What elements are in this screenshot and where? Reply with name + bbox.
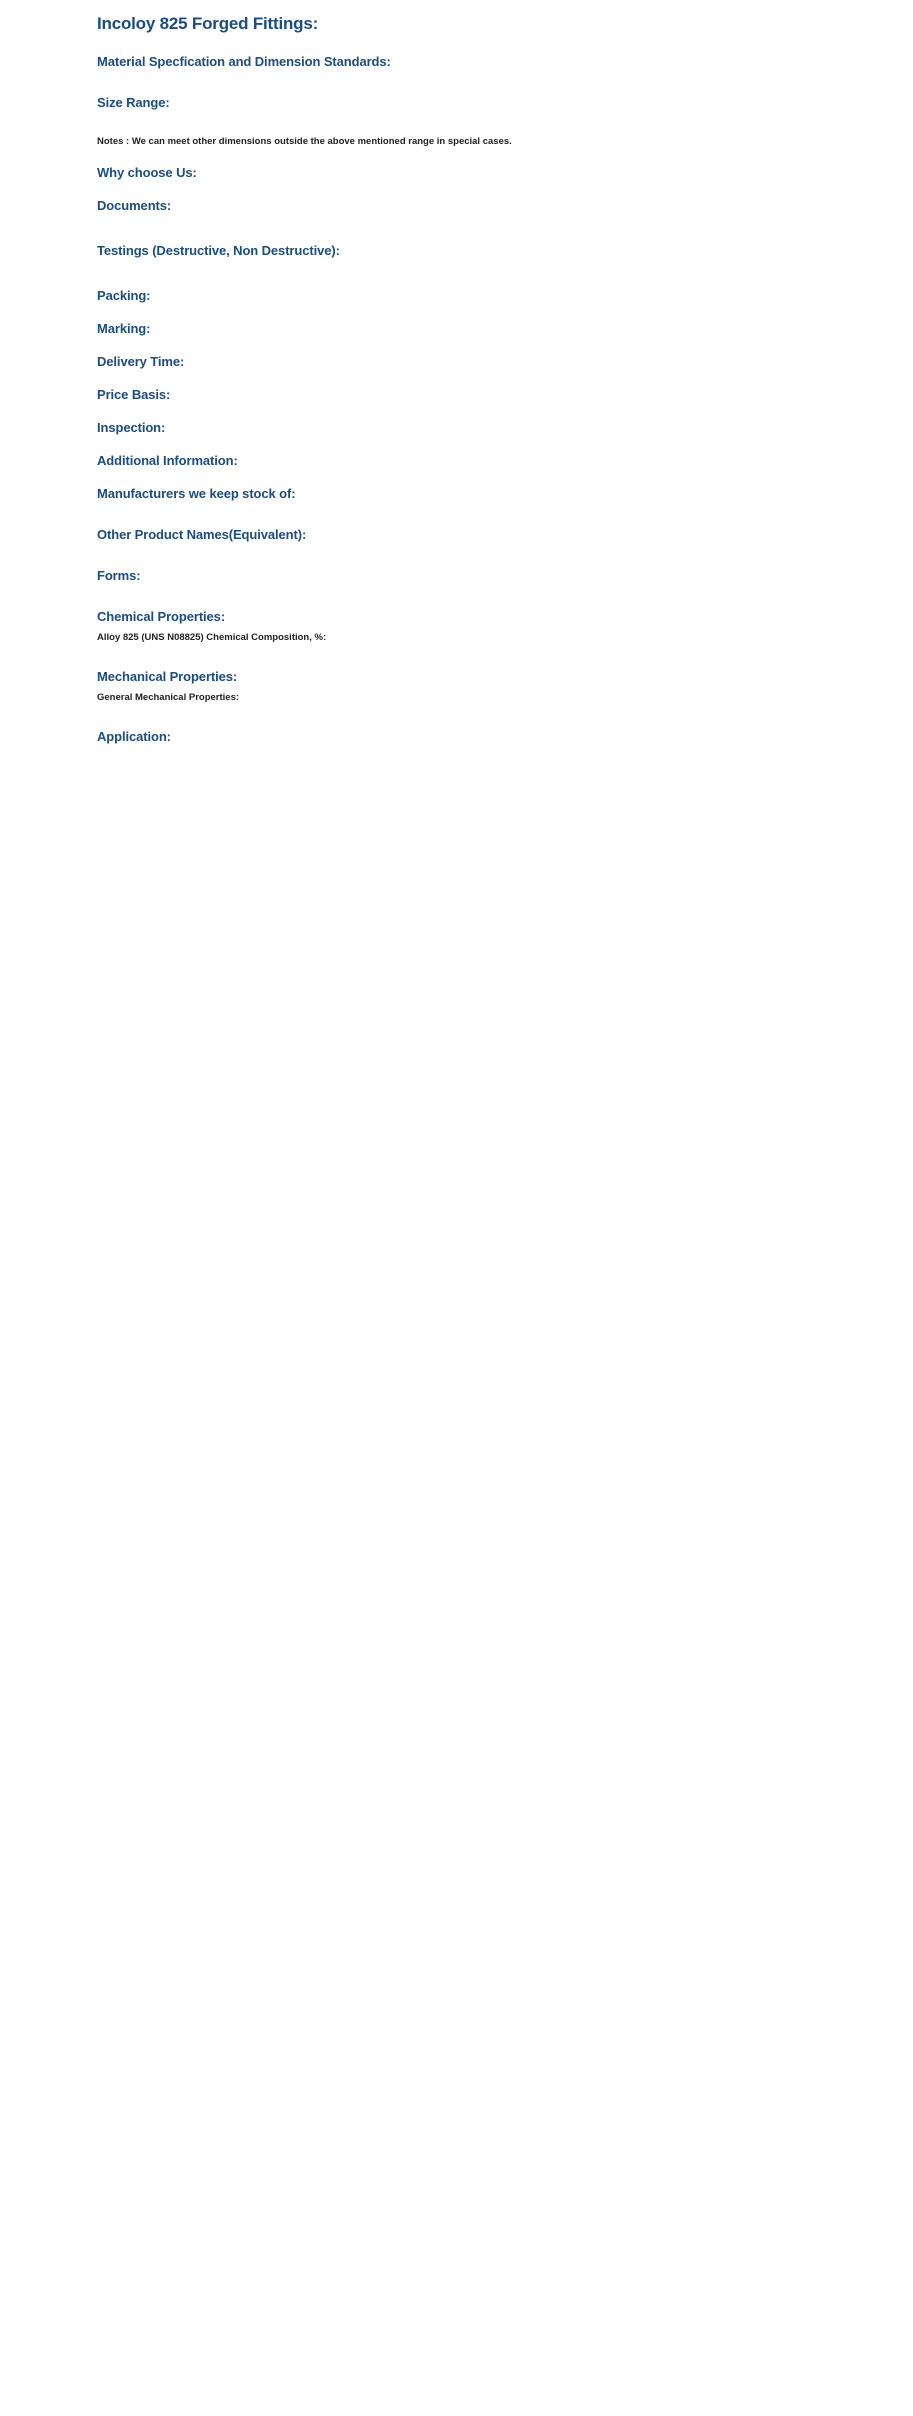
testings-heading: Testings (Destructive, Non Destructive): [97,243,340,258]
section-delivery-time [97,354,819,369]
section-chemical-properties [97,609,819,651]
section-inspection [97,420,819,435]
marking-heading: Marking: [97,321,151,336]
additional-information-heading: Additional Information: [97,453,238,468]
why-choose-us-heading: Why choose Us: [97,165,197,180]
application-heading: Application: [97,729,171,744]
content-container [97,0,819,744]
size-range-note: Notes : We can meet other dimensions outside the above mentioned range in special cases. [97,136,512,147]
page-title: Incoloy 825 Forged Fittings: [97,14,319,33]
size-range-heading: Size Range: [97,95,170,110]
section-manufacturers [97,486,819,509]
price-basis-heading: Price Basis: [97,387,171,402]
section-documents [97,198,819,225]
other-product-names-heading: Other Product Names(Equivalent): [97,527,307,542]
delivery-time-heading: Delivery Time: [97,354,185,369]
section-other-product-names [97,527,819,550]
mechanical-properties-subtitle: General Mechanical Properties: [97,692,240,703]
section-marking [97,321,819,336]
section-price-basis [97,387,819,402]
testings-columns [97,266,819,270]
section-additional-information [97,453,819,468]
section-mechanical-properties [97,669,819,711]
section-material-spec [97,54,819,77]
documents-left-column [97,221,480,225]
section-application [97,729,819,744]
inspection-heading: Inspection: [97,420,166,435]
documents-columns [97,221,819,225]
chemical-properties-heading: Chemical Properties: [97,609,226,624]
packing-heading: Packing: [97,288,151,303]
material-spec-heading: Material Specfication and Dimension Standards: [97,54,391,69]
section-why-choose-us [97,165,819,180]
forms-heading: Forms: [97,568,141,583]
section-forms [97,568,819,591]
section-testings [97,243,819,270]
documents-right-column [480,221,819,225]
testings-right-column [480,266,819,270]
section-packing [97,288,819,303]
manufacturers-heading: Manufacturers we keep stock of: [97,486,296,501]
mechanical-properties-heading: Mechanical Properties: [97,669,238,684]
chemical-properties-subtitle: Alloy 825 (UNS N08825) Chemical Composition, %: [97,632,327,643]
testings-left-column [97,266,480,270]
section-size-range [97,95,819,147]
documents-heading: Documents: [97,198,172,213]
